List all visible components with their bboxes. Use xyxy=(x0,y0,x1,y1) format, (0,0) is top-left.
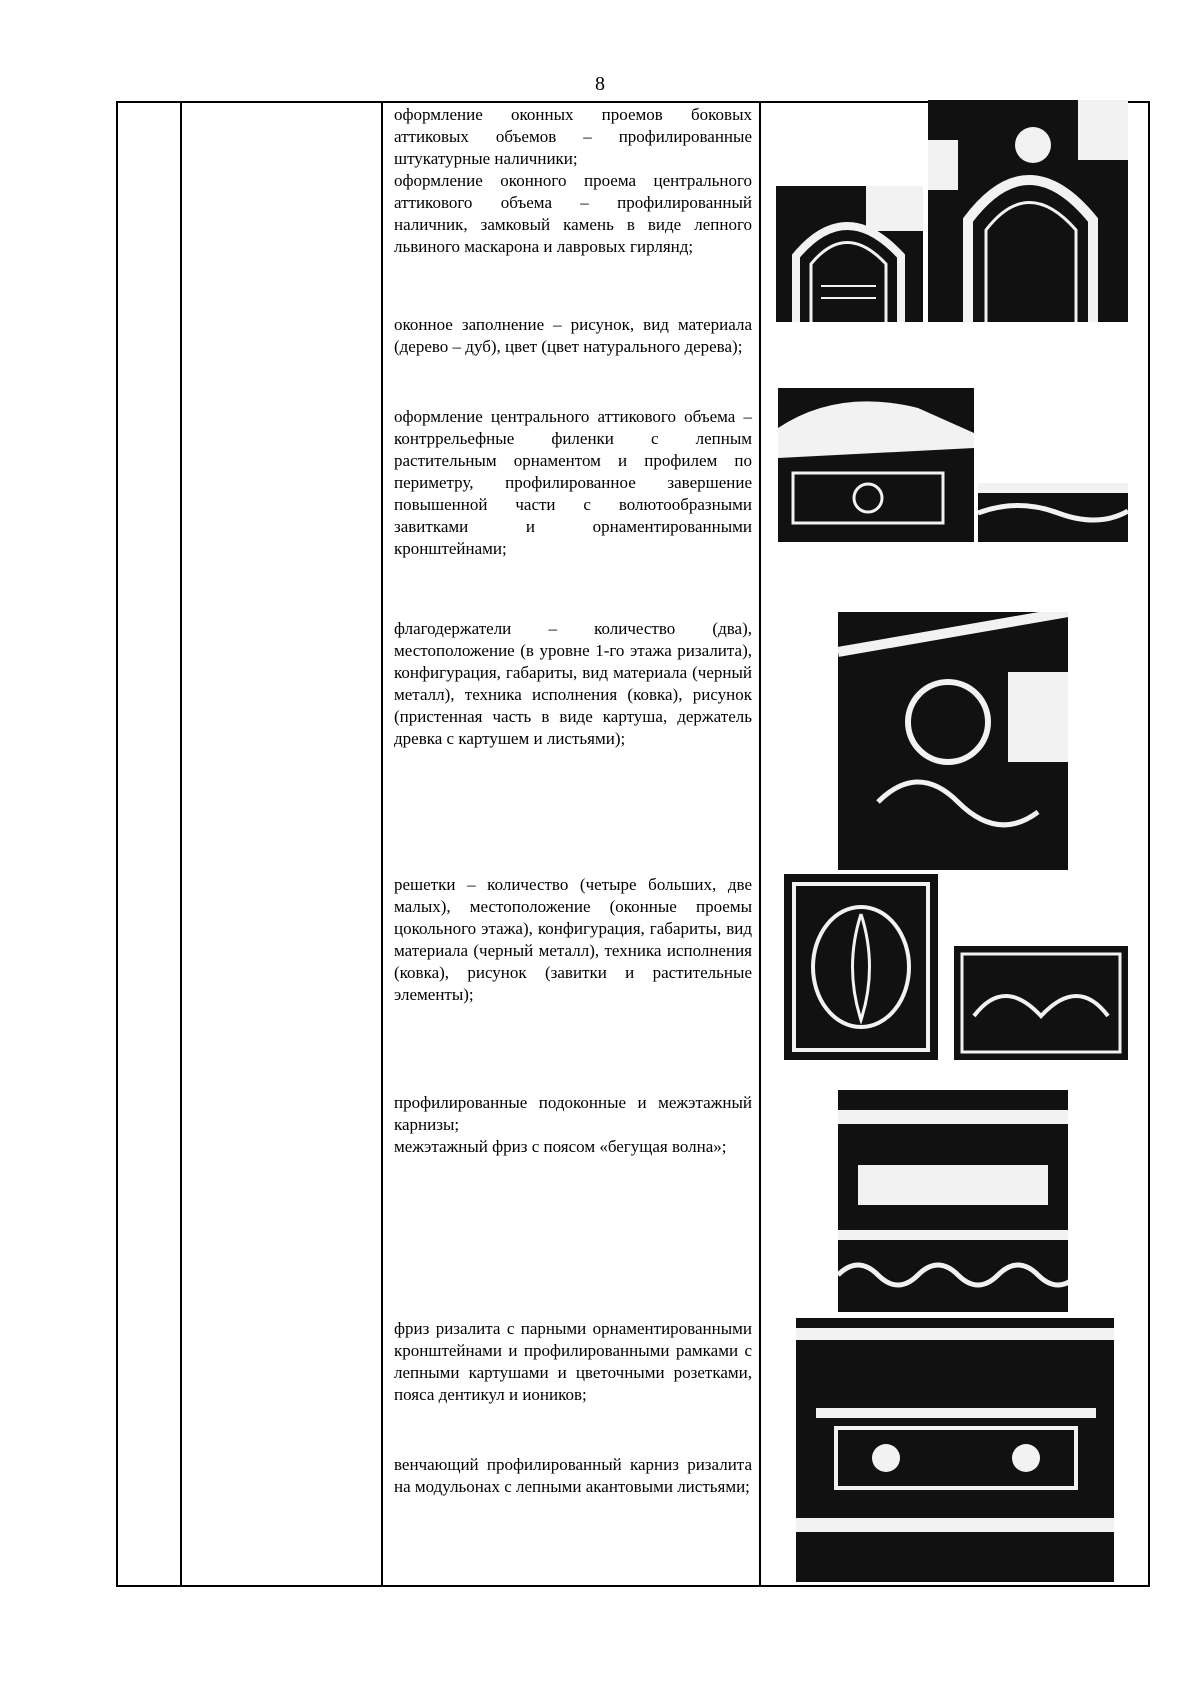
paragraph: профилированные подоконные и межэтажный карнизы; xyxy=(394,1093,752,1134)
photo-grille-small xyxy=(954,946,1128,1060)
text-attic-panels xyxy=(394,406,752,560)
paragraph: межэтажный фриз с поясом «бегущая волна»; xyxy=(394,1137,727,1156)
page-number: 8 xyxy=(595,73,605,95)
photo-attic-panel xyxy=(778,388,974,542)
column-divider-2 xyxy=(381,103,383,1585)
column-divider-1 xyxy=(180,103,182,1585)
paragraph: фриз ризалита с парными орнаментированными кронштейнами и профилированными рамками с лепными картушами и цветочными розетками, пояса дентикул и иоников; xyxy=(394,1319,752,1404)
paragraph: флагодержатели – количество (два), местоположение (в уровне 1-го этажа ризалита), конфигурация, габариты, вид материала (черный металл), техника исполнения (ковка), рисунок (пристенная часть в виде картуша, держатель древка с картушем и листьями); xyxy=(394,619,752,748)
text-flag-holders xyxy=(394,618,752,750)
paragraph: оконное заполнение – рисунок, вид материала (дерево – дуб), цвет (цвет натурального дерева); xyxy=(394,315,752,356)
text-frieze xyxy=(394,1318,752,1406)
photo-window-arch-center xyxy=(928,100,1128,322)
photo-flag-holder xyxy=(838,612,1068,870)
paragraph: оформление центрального аттикового объема – контррельефные филенки с лепным растительным орнаментом и профилем по периметру, профилированное завершение повышенной части с волютообразными завитками и орнаментированными кронштейнами; xyxy=(394,407,752,558)
text-window-frames xyxy=(394,104,752,258)
photo-cornices xyxy=(838,1090,1068,1312)
text-window-fill xyxy=(394,314,752,358)
paragraph: оформление оконного проема центрального аттикового объема – профилированный наличник, замковый камень в виде лепного львиного маскарона и лавровых гирлянд; xyxy=(394,171,752,256)
column-divider-3 xyxy=(759,103,761,1585)
photo-window-arch-left xyxy=(776,186,923,322)
paragraph: решетки – количество (четыре больших, две малых), местоположение (оконные проемы цокольного этажа), конфигурация, габариты, вид материала (черный металл), техника исполнения (ковка), рисунок (завитки и растительные элементы); xyxy=(394,875,752,1004)
paragraph: венчающий профилированный карниз ризалита на модульонах с лепными акантовыми листьями; xyxy=(394,1455,752,1496)
text-crown-cornice xyxy=(394,1454,752,1498)
text-grilles xyxy=(394,874,752,1006)
photo-grille-large xyxy=(784,874,938,1060)
paragraph: оформление оконных проемов боковых аттиковых объемов – профилированные штукатурные наличники; xyxy=(394,105,752,168)
photo-frieze-cornice xyxy=(796,1318,1114,1582)
photo-attic-detail xyxy=(978,483,1128,542)
text-cornices xyxy=(394,1092,752,1158)
